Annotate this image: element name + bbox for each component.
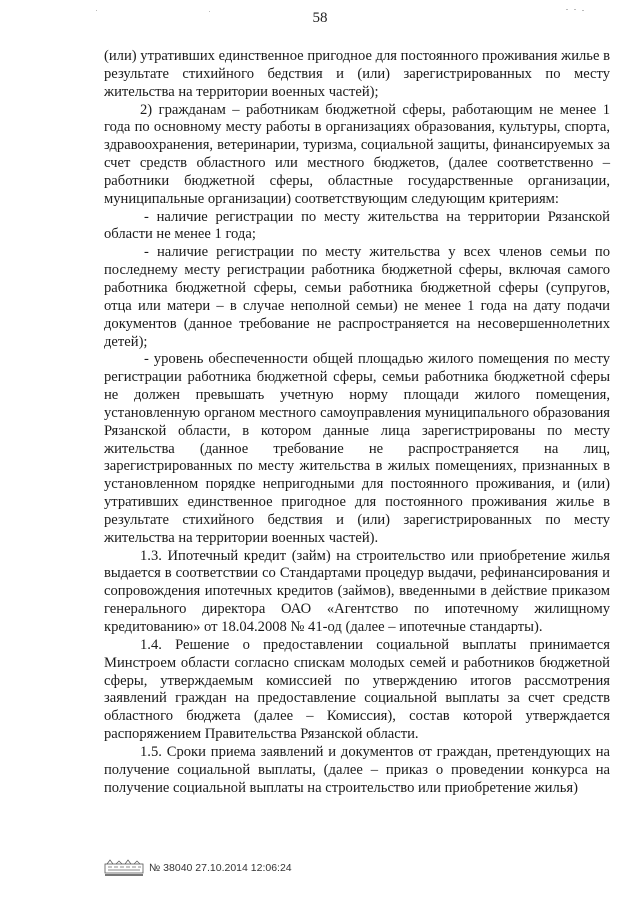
paragraph-continuation: (или) утративших единственное пригодное для постоянного проживания жилье в результате стихийного бедствия и (или) зарегистрированных по месту жительства на территории военных частей);	[104, 48, 610, 100]
paragraph-1-3: 1.3. Ипотечный кредит (займ) на строительство или приобретение жилья выдается в соответствии со Стандартами процедур выдачи, рефинансирования и сопровождения ипотечных кредитов (займов), введенными в действие приказом генерального директора ОАО «Агентство по ипотечному жилищному кредитованию» от 18.04.2008 № 41-од (далее – ипотечные стандарты).	[104, 547, 610, 635]
page-footer	[104, 858, 364, 878]
registration-number: № 38040 27.10.2014 12:06:24	[149, 862, 292, 874]
document-body	[104, 48, 610, 797]
criterion-residence: - наличие регистрации по месту жительства на территории Рязанской области не менее 1 года;	[104, 208, 610, 243]
criterion-living-space: - уровень обеспеченности общей площадью жилого помещения по месту регистрации работника бюджетной сферы, семьи работника бюджетной сферы не должен превышать учетную норму площади жилого помещения, установленную органом местного самоуправления муниципального образования Рязанской области, в котором данные лица зарегистрированы по месту жительства (данное требование не распространяется на лиц, зарегистрированных по месту жительства в жилых помещениях, признанных в установленном порядке непригодными для постоянного проживания, и (или) утративших единственное пригодное для постоянного проживания жилье в результате стихийного бедствия и (или) зарегистрированных по месту жительства на территории военных частей).	[104, 351, 610, 546]
criterion-family-registration: - наличие регистрации по месту жительства у всех членов семьи по последнему месту регистрации работника бюджетной сферы, включая самого работника бюджетной сферы, семьи работника бюджетной сферы (супругов, отца или матери – в случае неполной семьи) не менее 1 года на дату подачи документов (данное требование не распространяется на несовершеннолетних детей);	[104, 244, 610, 350]
registration-stamp-logo	[104, 858, 144, 878]
page-number: 58	[312, 10, 328, 26]
paragraph-item-2: 2) гражданам – работникам бюджетной сферы, работающим не менее 1 года по основному месту работы в организациях образования, культуры, спорта, здравоохранения, ветеринарии, туризма, социальной защиты, финансируемых за счет средств областного или местного бюджетов, (далее соответственно – работники бюджетной сферы, областные государственные организации, муниципальные организации) соответствующим следующим критериям:	[104, 101, 610, 207]
paragraph-1-5: 1.5. Сроки приема заявлений и документов от граждан, претендующих на получение социальной выплаты, (далее – приказ о проведении конкурса на получение социальной выплаты на строительство или приобретение жилья)	[104, 743, 610, 796]
paragraph-1-4: 1.4. Решение о предоставлении социальной выплаты принимается Минстроем области согласно спискам молодых семей и работников бюджетной сферы, утверждаемым комиссией по утверждению итогов рассмотрения заявлений граждан на предоставление социальной выплаты за счет средств областного бюджета (далее – Комиссия), состав которой утверждается распоряжением Правительства Рязанской области.	[104, 636, 610, 743]
